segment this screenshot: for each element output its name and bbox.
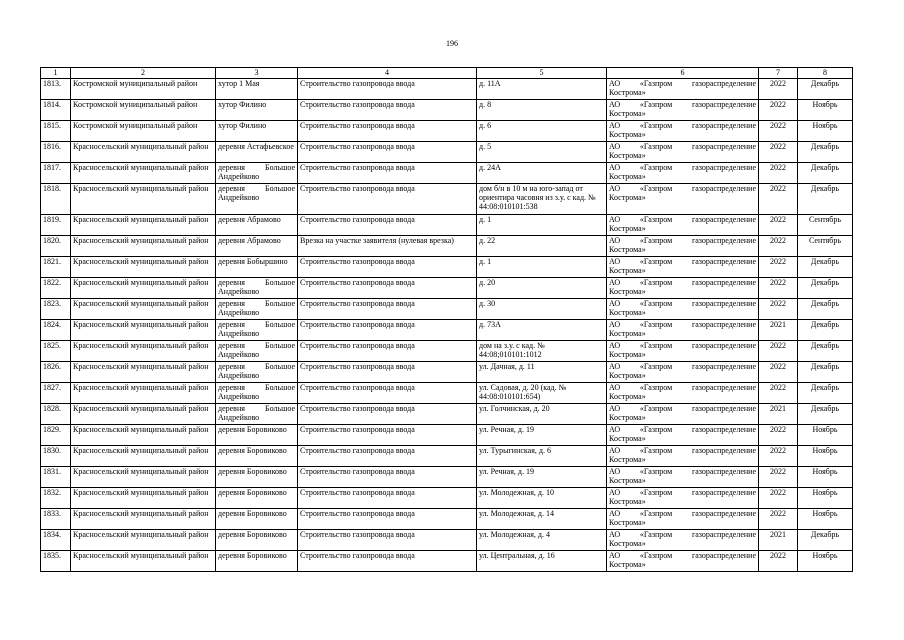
address-cell: д. 5 [477, 142, 607, 163]
address-cell: ул. Дачная, д. 11 [477, 362, 607, 383]
year-cell: 2022 [759, 299, 798, 320]
row-number: 1827. [41, 383, 71, 404]
table-body [41, 79, 853, 572]
table-row [41, 278, 853, 299]
locality-cell: деревня Большое Андрейково [216, 341, 298, 362]
year-cell: 2022 [759, 257, 798, 278]
table-row [41, 142, 853, 163]
month-cell: Ноябрь [798, 121, 853, 142]
table-row [41, 236, 853, 257]
row-number: 1830. [41, 446, 71, 467]
locality-cell: деревня Боровиково [216, 425, 298, 446]
row-number: 1819. [41, 215, 71, 236]
table-row [41, 404, 853, 425]
locality-cell: деревня Бобыршино [216, 257, 298, 278]
row-number: 1820. [41, 236, 71, 257]
month-cell: Декабрь [798, 299, 853, 320]
row-number: 1822. [41, 278, 71, 299]
organization-cell: АО «Газпром газораспределение Кострома» [607, 446, 759, 467]
organization-cell: АО «Газпром газораспределение Кострома» [607, 184, 759, 215]
table-row [41, 100, 853, 121]
month-cell: Декабрь [798, 278, 853, 299]
locality-cell: деревня Боровиково [216, 467, 298, 488]
district-cell: Красносельский муниципальный район [71, 551, 216, 572]
district-cell: Костромской муниципальный район [71, 100, 216, 121]
address-cell: д. 8 [477, 100, 607, 121]
table-row [41, 341, 853, 362]
address-cell: ул. Садовая, д. 20 (кад. № 44:08:010101:654) [477, 383, 607, 404]
locality-cell: деревня Абрамово [216, 236, 298, 257]
work-type-cell: Строительство газопровода ввода [298, 383, 477, 404]
address-cell: ул. Речная, д. 19 [477, 467, 607, 488]
table-row [41, 383, 853, 404]
locality-cell: деревня Боровиково [216, 509, 298, 530]
organization-cell: АО «Газпром газораспределение Кострома» [607, 100, 759, 121]
month-cell: Ноябрь [798, 446, 853, 467]
year-cell: 2022 [759, 383, 798, 404]
work-type-cell: Строительство газопровода ввода [298, 404, 477, 425]
address-cell: ул. Молодежная, д. 14 [477, 509, 607, 530]
row-number: 1813. [41, 79, 71, 100]
month-cell: Декабрь [798, 320, 853, 341]
district-cell: Красносельский муниципальный район [71, 404, 216, 425]
year-cell: 2022 [759, 425, 798, 446]
district-cell: Красносельский муниципальный район [71, 257, 216, 278]
month-cell: Ноябрь [798, 425, 853, 446]
organization-cell: АО «Газпром газораспределение Кострома» [607, 278, 759, 299]
work-type-cell: Строительство газопровода ввода [298, 362, 477, 383]
district-cell: Красносельский муниципальный район [71, 341, 216, 362]
district-cell: Красносельский муниципальный район [71, 488, 216, 509]
table-row [41, 425, 853, 446]
year-cell: 2022 [759, 163, 798, 184]
address-cell: ул. Речная, д. 19 [477, 425, 607, 446]
locality-cell: хутор 1 Мая [216, 79, 298, 100]
locality-cell: деревня Боровиково [216, 551, 298, 572]
locality-cell: деревня Большое Андрейково [216, 320, 298, 341]
district-cell: Красносельский муниципальный район [71, 236, 216, 257]
work-type-cell: Строительство газопровода ввода [298, 320, 477, 341]
table-row [41, 320, 853, 341]
address-cell: ул. Центральная, д. 16 [477, 551, 607, 572]
month-cell: Декабрь [798, 404, 853, 425]
organization-cell: АО «Газпром газораспределение Кострома» [607, 467, 759, 488]
table-row [41, 362, 853, 383]
month-cell: Декабрь [798, 257, 853, 278]
address-cell: д. 20 [477, 278, 607, 299]
district-cell: Красносельский муниципальный район [71, 184, 216, 215]
work-type-cell: Строительство газопровода ввода [298, 121, 477, 142]
row-number: 1835. [41, 551, 71, 572]
month-cell: Декабрь [798, 184, 853, 215]
address-cell: ул. Турыгинская, д. 6 [477, 446, 607, 467]
organization-cell: АО «Газпром газораспределение Кострома» [607, 362, 759, 383]
district-cell: Костромской муниципальный район [71, 121, 216, 142]
column-header: 4 [298, 68, 477, 79]
year-cell: 2022 [759, 509, 798, 530]
address-cell: д. 22 [477, 236, 607, 257]
table-row [41, 299, 853, 320]
locality-cell: деревня Боровиково [216, 530, 298, 551]
month-cell: Декабрь [798, 530, 853, 551]
column-header: 1 [41, 68, 71, 79]
year-cell: 2022 [759, 278, 798, 299]
year-cell: 2022 [759, 467, 798, 488]
table-row [41, 163, 853, 184]
row-number: 1814. [41, 100, 71, 121]
organization-cell: АО «Газпром газораспределение Кострома» [607, 79, 759, 100]
organization-cell: АО «Газпром газораспределение Кострома» [607, 142, 759, 163]
table-row [41, 121, 853, 142]
district-cell: Красносельский муниципальный район [71, 425, 216, 446]
work-type-cell: Строительство газопровода ввода [298, 142, 477, 163]
month-cell: Ноябрь [798, 551, 853, 572]
district-cell: Костромской муниципальный район [71, 79, 216, 100]
district-cell: Красносельский муниципальный район [71, 467, 216, 488]
locality-cell: деревня Абрамово [216, 215, 298, 236]
work-type-cell: Строительство газопровода ввода [298, 467, 477, 488]
locality-cell: деревня Астафьевское [216, 142, 298, 163]
column-header: 8 [798, 68, 853, 79]
month-cell: Сентябрь [798, 215, 853, 236]
locality-cell: деревня Большое Андрейково [216, 184, 298, 215]
year-cell: 2022 [759, 488, 798, 509]
year-cell: 2022 [759, 121, 798, 142]
page-number: 196 [446, 39, 458, 48]
table-row [41, 530, 853, 551]
table-row [41, 551, 853, 572]
row-number: 1834. [41, 530, 71, 551]
month-cell: Декабрь [798, 362, 853, 383]
row-number: 1829. [41, 425, 71, 446]
organization-cell: АО «Газпром газораспределение Кострома» [607, 257, 759, 278]
district-cell: Красносельский муниципальный район [71, 530, 216, 551]
work-type-cell: Строительство газопровода ввода [298, 530, 477, 551]
work-type-cell: Строительство газопровода ввода [298, 509, 477, 530]
year-cell: 2022 [759, 362, 798, 383]
month-cell: Сентябрь [798, 236, 853, 257]
address-cell: д. 6 [477, 121, 607, 142]
organization-cell: АО «Газпром газораспределение Кострома» [607, 236, 759, 257]
header-row [41, 68, 853, 79]
table-row [41, 215, 853, 236]
address-cell: ул. Молодежная, д. 10 [477, 488, 607, 509]
address-cell: д. 11А [477, 79, 607, 100]
work-type-cell: Строительство газопровода ввода [298, 184, 477, 215]
work-type-cell: Строительство газопровода ввода [298, 163, 477, 184]
locality-cell: деревня Большое Андрейково [216, 404, 298, 425]
year-cell: 2022 [759, 100, 798, 121]
organization-cell: АО «Газпром газораспределение Кострома» [607, 163, 759, 184]
table-row [41, 446, 853, 467]
table-row [41, 467, 853, 488]
work-type-cell: Строительство газопровода ввода [298, 257, 477, 278]
district-cell: Красносельский муниципальный район [71, 299, 216, 320]
table-row [41, 509, 853, 530]
year-cell: 2022 [759, 215, 798, 236]
district-cell: Красносельский муниципальный район [71, 320, 216, 341]
year-cell: 2021 [759, 530, 798, 551]
month-cell: Декабрь [798, 142, 853, 163]
year-cell: 2021 [759, 404, 798, 425]
month-cell: Ноябрь [798, 467, 853, 488]
month-cell: Ноябрь [798, 509, 853, 530]
row-number: 1818. [41, 184, 71, 215]
year-cell: 2022 [759, 236, 798, 257]
locality-cell: деревня Большое Андрейково [216, 383, 298, 404]
locality-cell: деревня Большое Андрейково [216, 299, 298, 320]
organization-cell: АО «Газпром газораспределение Кострома» [607, 509, 759, 530]
row-number: 1826. [41, 362, 71, 383]
work-type-cell: Строительство газопровода ввода [298, 446, 477, 467]
year-cell: 2022 [759, 142, 798, 163]
row-number: 1828. [41, 404, 71, 425]
year-cell: 2022 [759, 446, 798, 467]
address-cell: д. 1 [477, 215, 607, 236]
month-cell: Ноябрь [798, 488, 853, 509]
organization-cell: АО «Газпром газораспределение Кострома» [607, 299, 759, 320]
work-type-cell: Строительство газопровода ввода [298, 341, 477, 362]
column-header: 7 [759, 68, 798, 79]
gas-connection-table [40, 67, 853, 572]
locality-cell: деревня Боровиково [216, 446, 298, 467]
row-number: 1817. [41, 163, 71, 184]
address-cell: д. 73А [477, 320, 607, 341]
organization-cell: АО «Газпром газораспределение Кострома» [607, 215, 759, 236]
row-number: 1821. [41, 257, 71, 278]
work-type-cell: Строительство газопровода ввода [298, 278, 477, 299]
year-cell: 2021 [759, 320, 798, 341]
district-cell: Красносельский муниципальный район [71, 446, 216, 467]
column-header: 5 [477, 68, 607, 79]
organization-cell: АО «Газпром газораспределение Кострома» [607, 425, 759, 446]
district-cell: Красносельский муниципальный район [71, 278, 216, 299]
organization-cell: АО «Газпром газораспределение Кострома» [607, 320, 759, 341]
month-cell: Декабрь [798, 163, 853, 184]
organization-cell: АО «Газпром газораспределение Кострома» [607, 383, 759, 404]
row-number: 1816. [41, 142, 71, 163]
work-type-cell: Строительство газопровода ввода [298, 100, 477, 121]
district-cell: Красносельский муниципальный район [71, 215, 216, 236]
address-cell: дом на з.у. с кад. № 44:08;010101:1012 [477, 341, 607, 362]
address-cell: дом б/н в 10 м на юго-запад от ориентира часовня из з.у. с кад. № 44:08:010101:538 [477, 184, 607, 215]
work-type-cell: Врезка на участке заявителя (нулевая врезка) [298, 236, 477, 257]
address-cell: д. 30 [477, 299, 607, 320]
organization-cell: АО «Газпром газораспределение Кострома» [607, 341, 759, 362]
row-number: 1832. [41, 488, 71, 509]
locality-cell: хутор Филино [216, 100, 298, 121]
row-number: 1833. [41, 509, 71, 530]
district-cell: Красносельский муниципальный район [71, 383, 216, 404]
table-row [41, 79, 853, 100]
district-cell: Красносельский муниципальный район [71, 142, 216, 163]
work-type-cell: Строительство газопровода ввода [298, 79, 477, 100]
organization-cell: АО «Газпром газораспределение Кострома» [607, 121, 759, 142]
column-header: 6 [607, 68, 759, 79]
row-number: 1831. [41, 467, 71, 488]
row-number: 1825. [41, 341, 71, 362]
work-type-cell: Строительство газопровода ввода [298, 215, 477, 236]
year-cell: 2022 [759, 79, 798, 100]
column-header: 3 [216, 68, 298, 79]
year-cell: 2022 [759, 551, 798, 572]
month-cell: Декабрь [798, 383, 853, 404]
year-cell: 2022 [759, 184, 798, 215]
locality-cell: деревня Большое Андрейково [216, 163, 298, 184]
organization-cell: АО «Газпром газораспределение Кострома» [607, 551, 759, 572]
address-cell: ул. Голчинская, д. 20 [477, 404, 607, 425]
row-number: 1815. [41, 121, 71, 142]
organization-cell: АО «Газпром газораспределение Кострома» [607, 488, 759, 509]
address-cell: д. 24А [477, 163, 607, 184]
column-header: 2 [71, 68, 216, 79]
address-cell: д. 1 [477, 257, 607, 278]
locality-cell: деревня Большое Андрейково [216, 362, 298, 383]
work-type-cell: Строительство газопровода ввода [298, 299, 477, 320]
district-cell: Красносельский муниципальный район [71, 509, 216, 530]
district-cell: Красносельский муниципальный район [71, 362, 216, 383]
work-type-cell: Строительство газопровода ввода [298, 488, 477, 509]
organization-cell: АО «Газпром газораспределение Кострома» [607, 404, 759, 425]
month-cell: Декабрь [798, 79, 853, 100]
locality-cell: деревня Боровиково [216, 488, 298, 509]
locality-cell: деревня Большое Андрейково [216, 278, 298, 299]
row-number: 1824. [41, 320, 71, 341]
work-type-cell: Строительство газопровода ввода [298, 425, 477, 446]
organization-cell: АО «Газпром газораспределение Кострома» [607, 530, 759, 551]
address-cell: ул. Молодежная, д. 4 [477, 530, 607, 551]
work-type-cell: Строительство газопровода ввода [298, 551, 477, 572]
month-cell: Декабрь [798, 341, 853, 362]
table-row [41, 184, 853, 215]
month-cell: Ноябрь [798, 100, 853, 121]
district-cell: Красносельский муниципальный район [71, 163, 216, 184]
table-row [41, 257, 853, 278]
year-cell: 2022 [759, 341, 798, 362]
row-number: 1823. [41, 299, 71, 320]
locality-cell: хутор Филино [216, 121, 298, 142]
table-row [41, 488, 853, 509]
